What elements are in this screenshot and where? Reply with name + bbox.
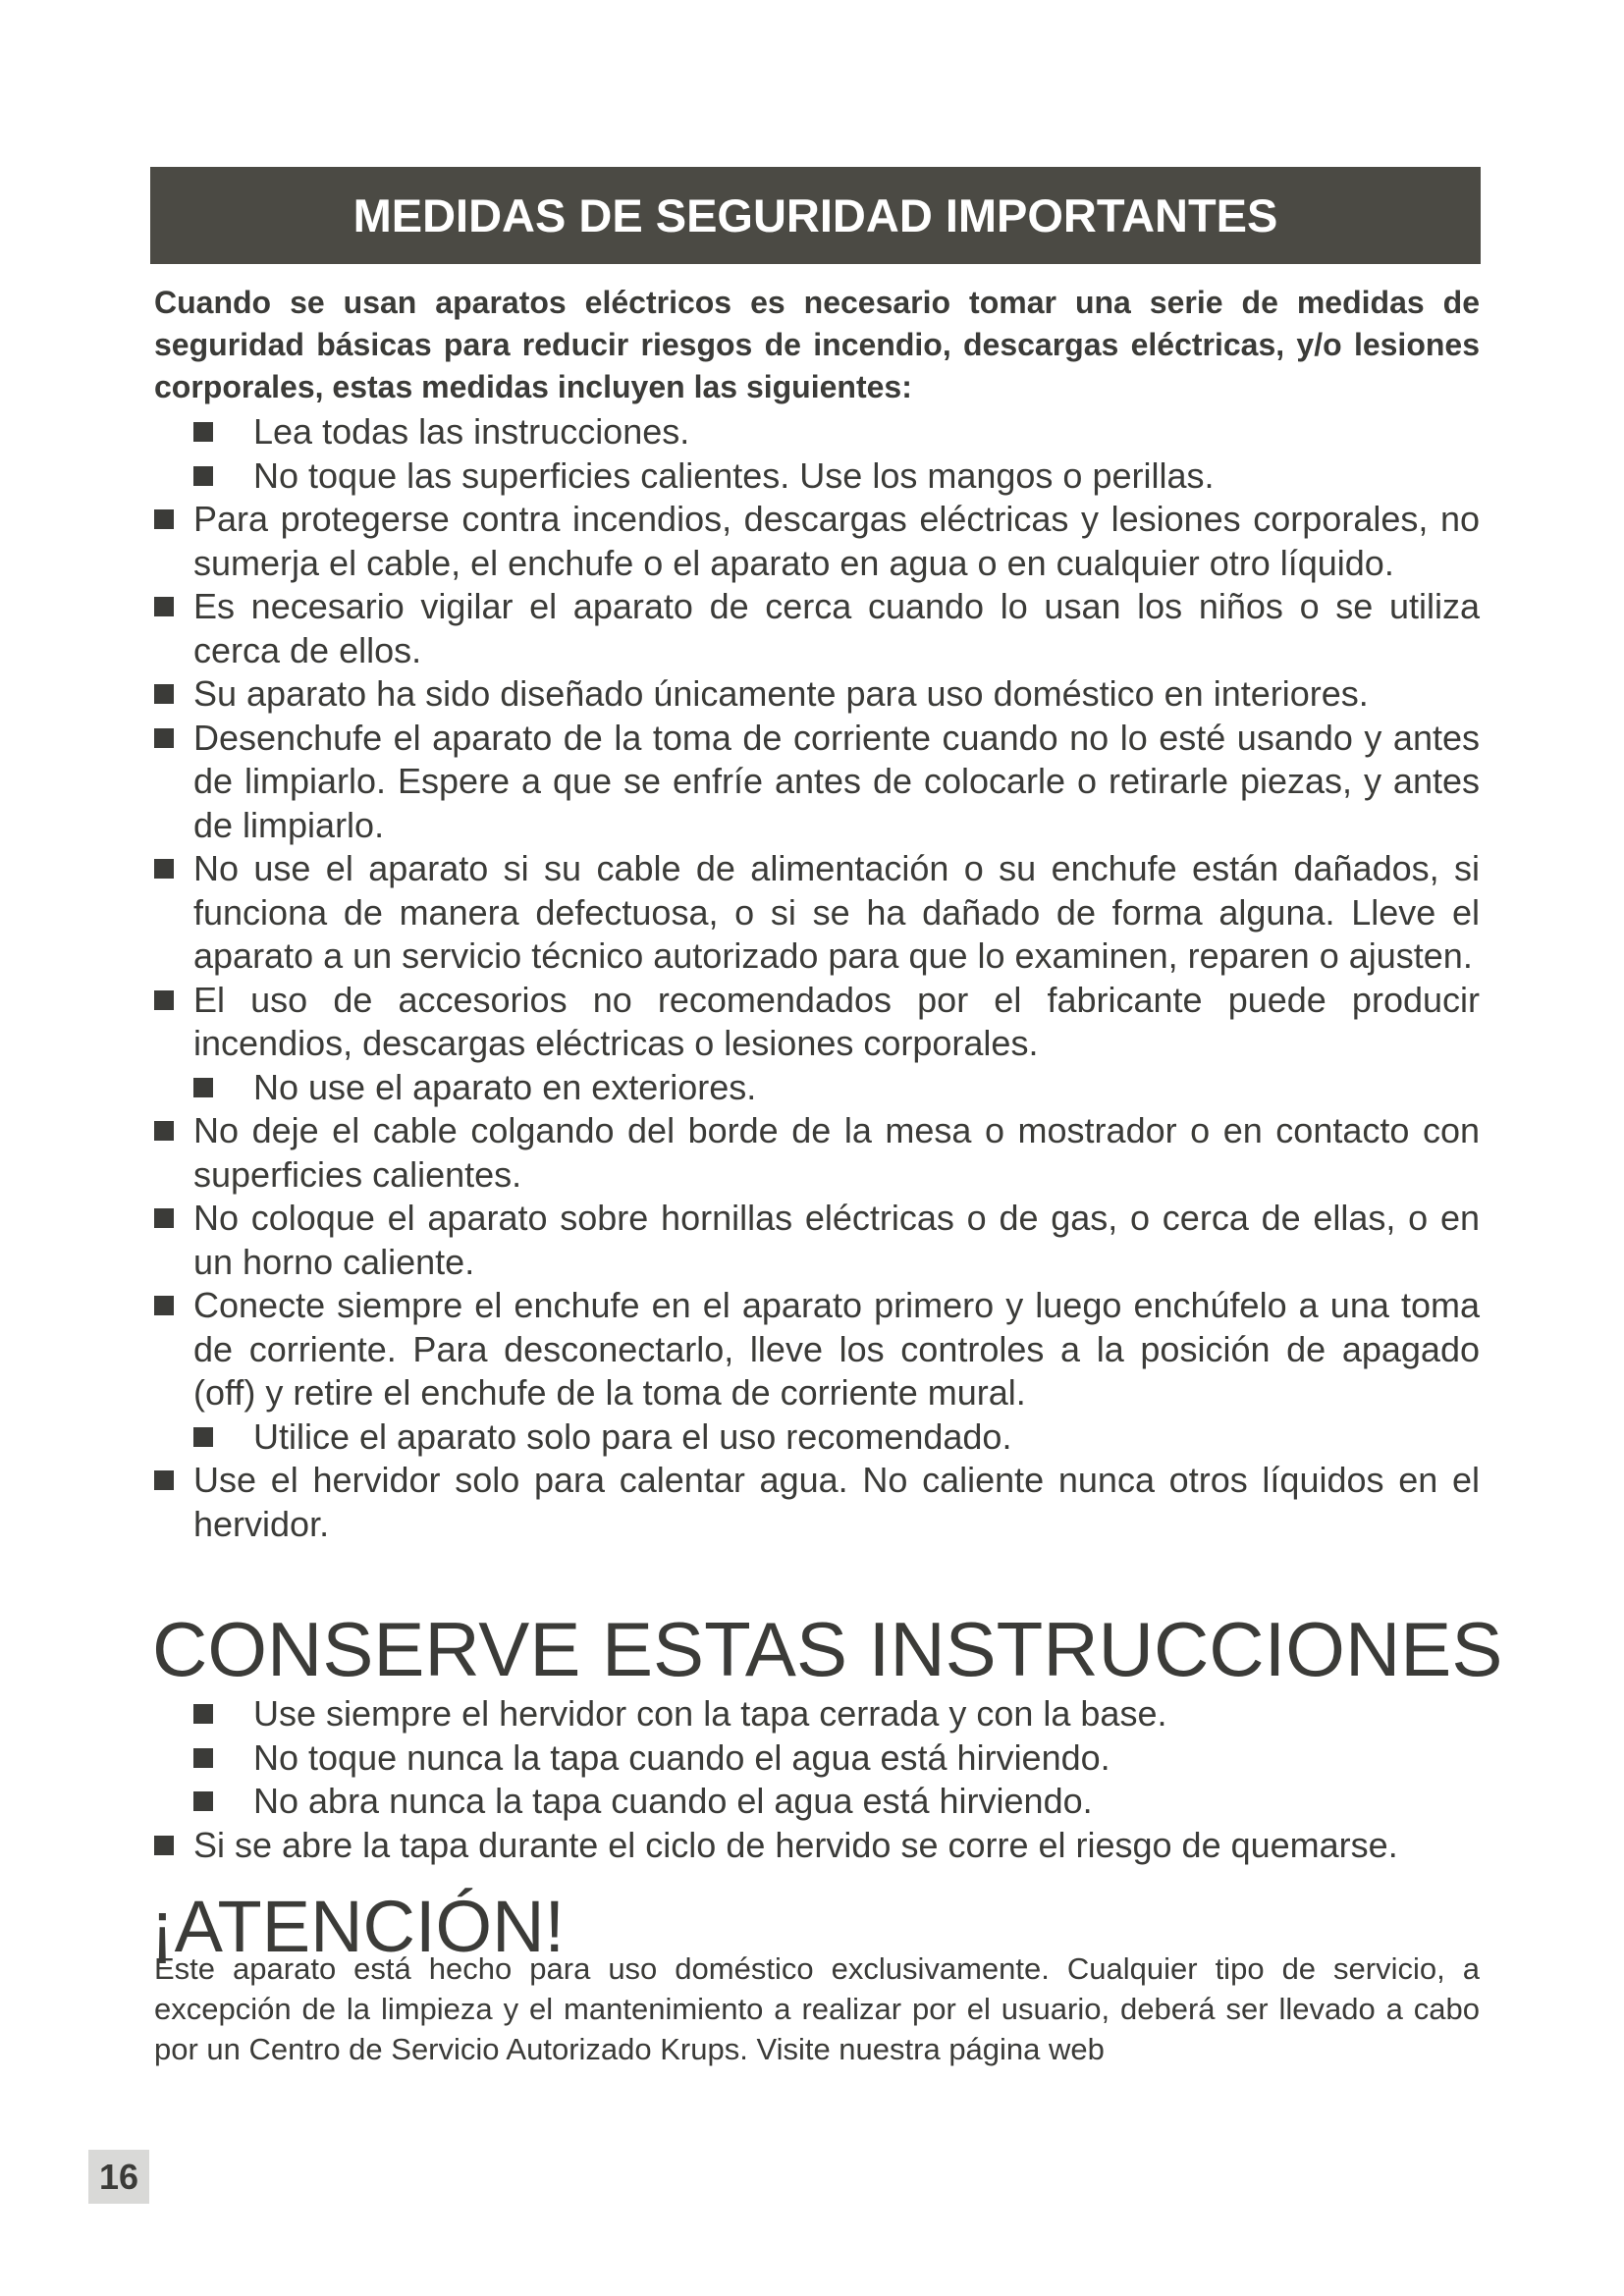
list-item — [154, 672, 1480, 717]
bullet-square-icon — [154, 1208, 174, 1228]
list-item — [154, 1284, 1480, 1415]
list-item — [154, 979, 1480, 1066]
list-item — [154, 1109, 1480, 1197]
list-item-text: Si se abre la tapa durante el ciclo de hervido se corre el riesgo de quemarse. — [193, 1824, 1398, 1865]
list-item-text: No coloque el aparato sobre hornillas eléctricas o de gas, o cerca de ellas, o en un horno caliente. — [193, 1198, 1480, 1282]
safety-list — [154, 410, 1480, 1546]
list-item — [154, 847, 1480, 979]
bullet-square-icon — [154, 1470, 174, 1490]
kettle-list — [154, 1692, 1480, 1867]
list-item-text: Conecte siempre el enchufe en el aparato primero y luego enchúfelo a una toma de corriente. Para desconectarlo, lleve los controles a la posición de apagado (off) y retire el enchufe de la toma de corriente mural. — [193, 1285, 1480, 1413]
bullet-square-icon — [154, 597, 174, 616]
atencion-heading: ¡ATENCIÓN! — [150, 1886, 566, 1967]
bullet-square-icon — [154, 1836, 174, 1855]
section-banner: MEDIDAS DE SEGURIDAD IMPORTANTES — [150, 167, 1481, 264]
page-number: 16 — [88, 2150, 149, 2204]
list-item-text: Desenchufe el aparato de la toma de corriente cuando no lo esté usando y antes de limpiarlo. Espere a que se enfríe antes de colocarle o retirarle piezas, y antes de limpiarlo. — [193, 717, 1480, 845]
list-item-text: No abra nunca la tapa cuando el agua está hirviendo. — [253, 1781, 1093, 1821]
list-item-text: No deje el cable colgando del borde de la mesa o mostrador o en contacto con superficies calientes. — [193, 1110, 1480, 1195]
bullet-square-icon — [154, 728, 174, 748]
list-item-text: No toque las superficies calientes. Use los mangos o perillas. — [253, 454, 1215, 496]
bullet-square-icon — [193, 1748, 213, 1768]
bullet-square-icon — [193, 466, 213, 486]
list-item-text: No use el aparato en exteriores. — [253, 1066, 757, 1107]
list-item-text: El uso de accesorios no recomendados por el fabricante puede producir incendios, descargas eléctricas o lesiones corporales. — [193, 979, 1480, 1063]
list-item — [154, 585, 1480, 672]
list-item-text: No use el aparato si su cable de alimentación o su enchufe están dañados, si funciona de manera defectuosa, o si se ha dañado de forma alguna. Lleve el aparato a un servicio técnico autorizado para que lo examinen, reparen o ajusten. — [193, 848, 1480, 976]
list-item — [154, 717, 1480, 848]
bullet-square-icon — [154, 509, 174, 529]
atencion-paragraph: Este aparato está hecho para uso doméstico exclusivamente. Cualquier tipo de servicio, a excepción de la limpieza y el mantenimiento a realizar por el usuario, deberá ser llevado a cabo por un Centro de Servicio Autorizado Krups. Visite nuestra página web — [154, 1951, 1480, 2066]
list-item-text: No toque nunca la tapa cuando el agua está hirviendo. — [253, 1736, 1110, 1778]
conserve-heading: CONSERVE ESTAS INSTRUCCIONES — [152, 1606, 1503, 1692]
list-item — [154, 1415, 1480, 1460]
list-item — [154, 1197, 1480, 1284]
list-item — [154, 1824, 1480, 1868]
list-item-text: Es necesario vigilar el aparato de cerca cuando lo usan los niños o se utiliza cerca de ellos. — [193, 586, 1480, 670]
bullet-square-icon — [154, 990, 174, 1010]
intro-paragraph: Cuando se usan aparatos eléctricos es necesario tomar una serie de medidas de seguridad básicas para reducir riesgos de incendio, descargas eléctricas, y/o lesiones corporales, estas medidas incluyen las siguientes: — [154, 285, 1480, 404]
list-item — [154, 498, 1480, 585]
list-item-text: Use siempre el hervidor con la tapa cerrada y con la base. — [253, 1693, 1167, 1734]
list-item — [154, 1736, 1480, 1781]
list-item — [154, 410, 1480, 454]
list-item-text: Para protegerse contra incendios, descargas eléctricas y lesiones corporales, no sumerja el cable, el enchufe o el aparato en agua o en cualquier otro líquido. — [193, 499, 1480, 583]
list-item — [154, 1692, 1480, 1736]
list-item-text: Lea todas las instrucciones. — [253, 411, 690, 452]
list-item — [154, 1066, 1480, 1110]
list-item-text: Su aparato ha sido diseñado únicamente para uso doméstico en interiores. — [193, 673, 1369, 714]
bullet-square-icon — [193, 1791, 213, 1811]
bullet-square-icon — [154, 859, 174, 879]
list-item — [154, 454, 1480, 499]
list-item-text: Utilice el aparato solo para el uso recomendado. — [253, 1415, 1012, 1457]
bullet-square-icon — [193, 422, 213, 442]
list-item — [154, 1459, 1480, 1546]
bullet-square-icon — [154, 684, 174, 704]
bullet-square-icon — [193, 1078, 213, 1097]
bullet-square-icon — [154, 1121, 174, 1141]
bullet-square-icon — [193, 1427, 213, 1447]
bullet-square-icon — [154, 1296, 174, 1315]
bullet-square-icon — [193, 1704, 213, 1724]
list-item — [154, 1780, 1480, 1824]
list-item-text: Use el hervidor solo para calentar agua. No caliente nunca otros líquidos en el hervidor. — [193, 1460, 1480, 1544]
